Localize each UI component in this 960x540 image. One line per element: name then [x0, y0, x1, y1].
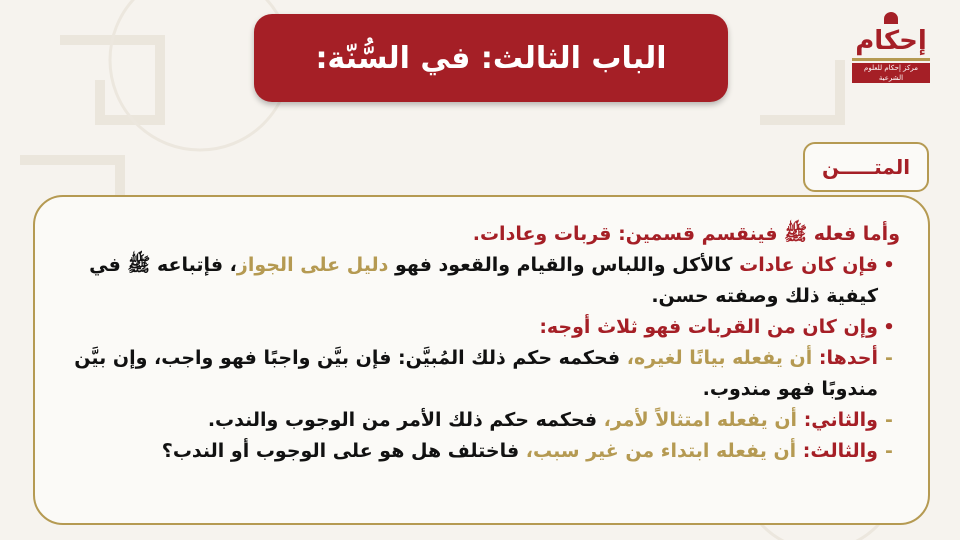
sub-item-second: [57, 405, 900, 436]
bullet-item-worship: [57, 312, 900, 343]
intro-line: [57, 219, 900, 250]
sub-item-lead: والثالث:: [796, 440, 878, 462]
sub-item-third: [57, 436, 900, 467]
sub-item-highlight: أن يفعله ابتداء من غير سبب،: [519, 440, 797, 462]
bullet-lead: فإن كان عادات: [732, 254, 878, 276]
logo-wordmark: إحكام: [855, 26, 927, 56]
sub-item-body: فحكمه حكم ذلك المُبيَّن: فإن بيَّن واجبًا فهو واجب، وإن بيَّن مندوبًا فهو مندوب.: [74, 347, 878, 400]
bullet-icon: •: [883, 255, 895, 276]
logo-divider: [852, 58, 930, 61]
bullet-item-habits: [57, 250, 900, 312]
bullet-tail: ، فإتباعه ﷺ في كيفية ذلك وصفته حسن.: [89, 254, 878, 307]
title-banner: [254, 14, 728, 102]
bullet-icon: •: [883, 317, 895, 338]
logo: [848, 26, 934, 98]
sub-item-body: فحكمه حكم ذلك الأمر من الوجوب والندب.: [207, 409, 598, 431]
section-tab: [803, 142, 929, 192]
bullet-highlight: دليل على الجواز: [236, 254, 389, 276]
sub-item-first: [57, 343, 900, 405]
logo-dome-icon: [884, 12, 898, 24]
sub-item-body: فاختلف هل هو على الوجوب أو الندب؟: [161, 440, 520, 462]
sub-item-text: [57, 343, 878, 405]
logo-subtitle: مركز إحكام للعلوم الشرعية: [852, 63, 930, 83]
intro-text: وأما فعله ﷺ فينقسم قسمين: قربات وعادات.: [472, 223, 900, 245]
dash-icon: -: [885, 440, 893, 462]
bullet-text: [57, 312, 878, 343]
sub-item-highlight: أن يفعله بيانًا لغيره،: [620, 347, 813, 369]
sub-item-text: [57, 405, 878, 436]
sub-item-highlight: أن يفعله امتثالاً لأمر،: [597, 409, 798, 431]
section-tab-label: المتـــــن: [821, 155, 911, 179]
bullet-lead: وإن كان من القربات فهو ثلاث أوجه:: [539, 316, 878, 338]
dash-icon: -: [885, 409, 893, 431]
bullet-body: كالأكل واللباس والقيام والقعود فهو: [388, 254, 733, 276]
bullet-text: [57, 250, 878, 312]
content-box: [33, 195, 930, 525]
sub-item-text: [57, 436, 878, 467]
sub-item-lead: أحدها:: [812, 347, 878, 369]
page-title: الباب الثالث: في السُّنّة:: [315, 40, 667, 76]
dash-icon: -: [885, 347, 893, 369]
sub-item-lead: والثاني:: [797, 409, 878, 431]
